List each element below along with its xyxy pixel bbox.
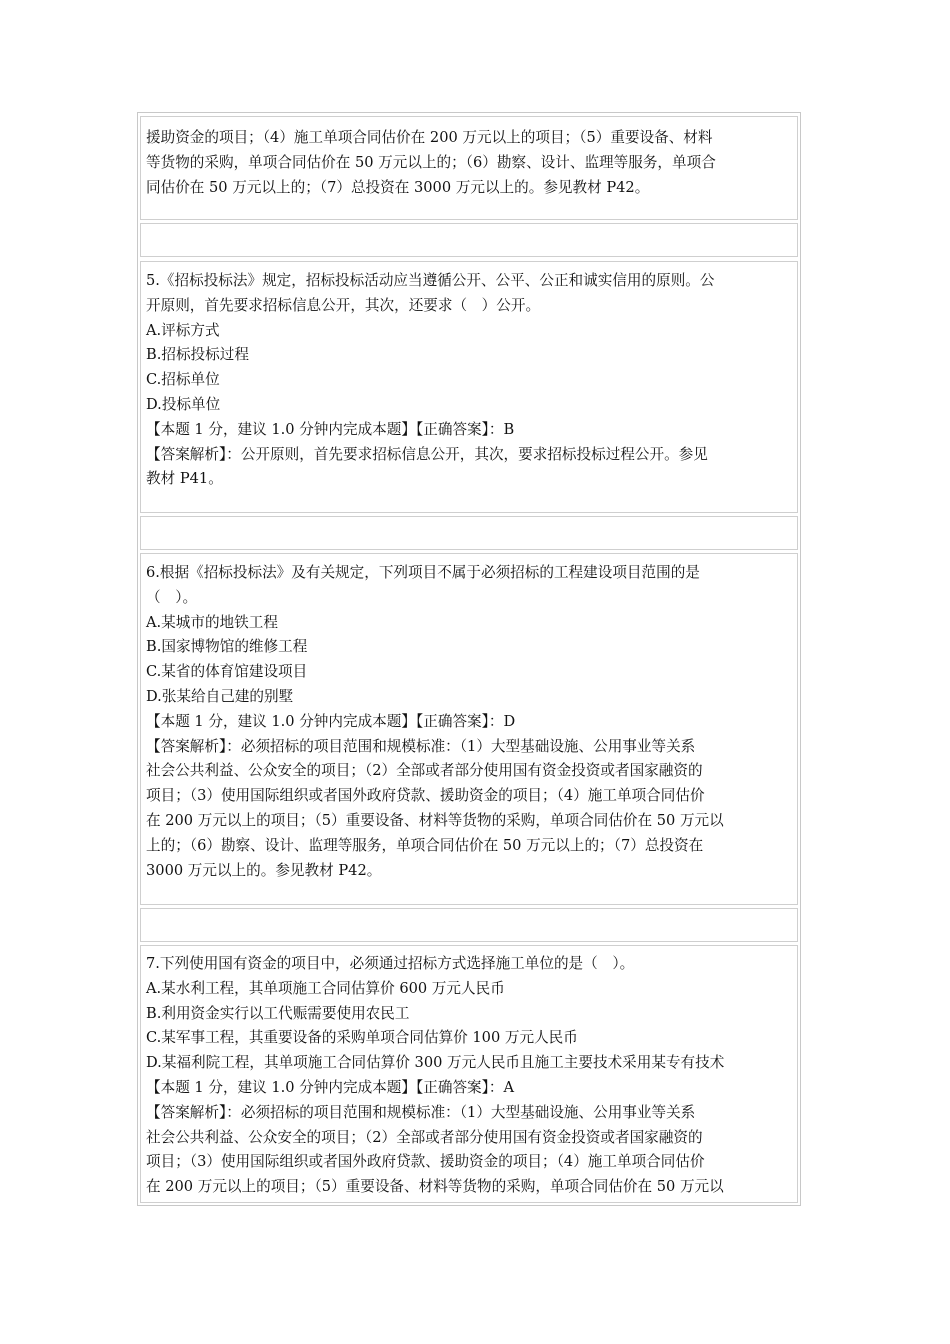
spacer-row xyxy=(140,908,798,942)
explanation: 教材 P41。 xyxy=(146,470,223,488)
question-table xyxy=(137,112,801,1206)
question-cell-6 xyxy=(140,553,798,905)
answer-line: 【本题 1 分，建议 1.0 分钟内完成本题】【正确答案】：A xyxy=(146,1078,515,1096)
option-a: A.某城市的地铁工程 xyxy=(146,613,278,631)
answer-line: 【本题 1 分，建议 1.0 分钟内完成本题】【正确答案】：D xyxy=(146,712,516,730)
explanation: 在 200 万元以上的项目；（5）重要设备、材料等货物的采购，单项合同估价在 50 万元以 xyxy=(146,811,724,829)
question-cell-continuation xyxy=(140,116,798,220)
cell-text xyxy=(146,952,793,1200)
cell-text xyxy=(146,269,793,492)
text-line: 援助资金的项目；（4）施工单项合同估价在 200 万元以上的项目；（5）重要设备、材料 xyxy=(146,129,713,146)
cell-text xyxy=(146,126,793,200)
text-line: 同估价在 50 万元以上的；（7）总投资在 3000 万元以上的。参见教材 P42。 xyxy=(146,178,650,196)
answer-line: 【本题 1 分，建议 1.0 分钟内完成本题】【正确答案】：B xyxy=(146,420,515,438)
question-cell-5 xyxy=(140,261,798,513)
explanation: 上的；（6）勘察、设计、监理等服务，单项合同估价在 50 万元以上的；（7）总投资在 xyxy=(146,836,704,854)
question-stem: 开原则，首先要求招标信息公开，其次，还要求（ ）公开。 xyxy=(146,296,541,314)
question-stem: 7.下列使用国有资金的项目中，必须通过招标方式选择施工单位的是（ ）。 xyxy=(146,955,635,972)
option-c: C.某军事工程，其重要设备的采购单项合同估算价 100 万元人民币 xyxy=(146,1029,578,1047)
option-d: D.张某给自己建的别墅 xyxy=(146,687,294,705)
explanation: 【答案解析】：必须招标的项目范围和规模标准：（1）大型基础设施、公用事业等关系 xyxy=(146,1103,696,1121)
question-cell-7 xyxy=(140,945,798,1203)
explanation: 【答案解析】：公开原则，首先要求招标信息公开，其次，要求招标投标过程公开。参见 xyxy=(146,445,708,463)
cell-text xyxy=(146,561,793,883)
explanation: 3000 万元以上的。参见教材 P42。 xyxy=(146,861,382,879)
question-stem: 6.根据《招标投标法》及有关规定，下列项目不属于必须招标的工程建设项目范围的是 xyxy=(146,564,700,581)
spacer-row xyxy=(140,516,798,550)
option-b: B.国家博物馆的维修工程 xyxy=(146,638,308,656)
text-line: 等货物的采购，单项合同估价在 50 万元以上的；（6）勘察、设计、监理等服务，单项合 xyxy=(146,153,716,171)
explanation: 【答案解析】：必须招标的项目范围和规模标准：（1）大型基础设施、公用事业等关系 xyxy=(146,737,696,755)
explanation: 社会公共利益、公众安全的项目；（2）全部或者部分使用国有资金投资或者国家融资的 xyxy=(146,762,703,780)
option-d: D.投标单位 xyxy=(146,395,221,413)
option-c: C.某省的体育馆建设项目 xyxy=(146,663,308,681)
question-stem: （ ）。 xyxy=(146,588,198,606)
option-b: B.利用资金实行以工代赈需要使用农民工 xyxy=(146,1004,410,1022)
option-d: D.某福利院工程，其单项施工合同估算价 300 万元人民币且施工主要技术采用某专有技术 xyxy=(146,1054,725,1072)
explanation: 项目；（3）使用国际组织或者国外政府贷款、援助资金的项目；（4）施工单项合同估价 xyxy=(146,787,705,805)
option-b: B.招标投标过程 xyxy=(146,346,249,364)
explanation: 项目；（3）使用国际组织或者国外政府贷款、援助资金的项目；（4）施工单项合同估价 xyxy=(146,1153,705,1171)
question-stem: 5.《招标投标法》规定，招标投标活动应当遵循公开、公平、公正和诚实信用的原则。公 xyxy=(146,272,715,289)
explanation: 在 200 万元以上的项目；（5）重要设备、材料等货物的采购，单项合同估价在 50 万元以 xyxy=(146,1178,724,1196)
spacer-row xyxy=(140,223,798,257)
option-a: A.评标方式 xyxy=(146,321,220,339)
option-c: C.招标单位 xyxy=(146,371,220,389)
option-a: A.某水利工程，其单项施工合同估算价 600 万元人民币 xyxy=(146,979,505,997)
explanation: 社会公共利益、公众安全的项目；（2）全部或者部分使用国有资金投资或者国家融资的 xyxy=(146,1128,703,1146)
